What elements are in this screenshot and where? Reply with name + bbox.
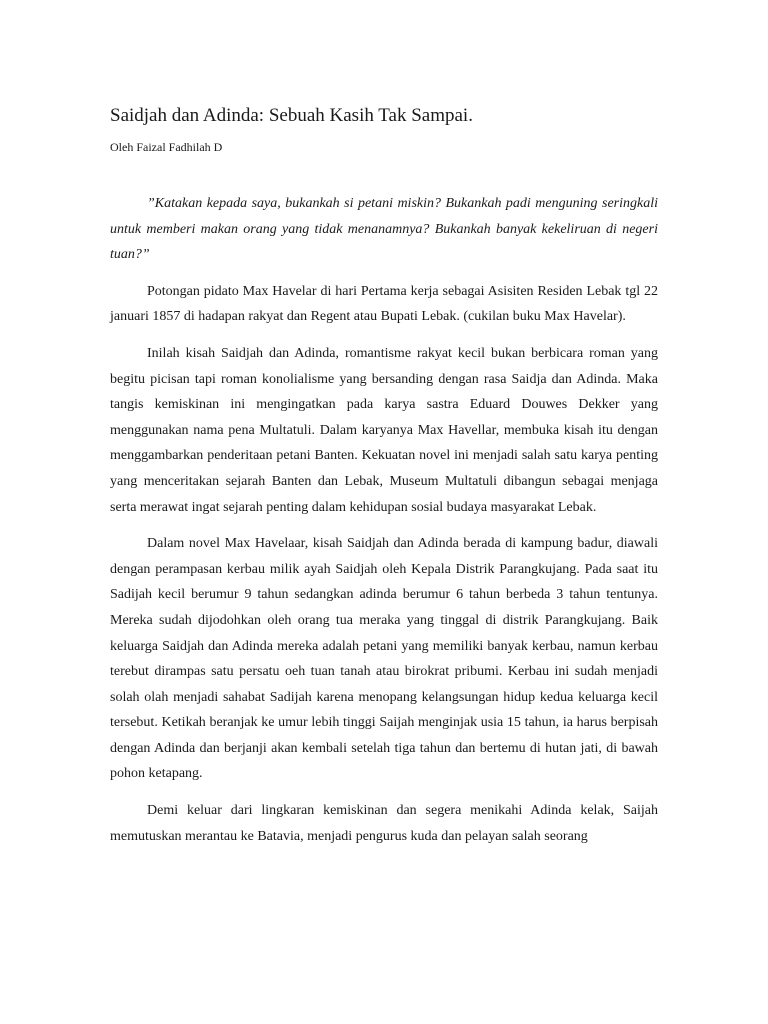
body-paragraph: Potongan pidato Max Havelar di hari Pertama kerja sebagai Asisiten Residen Lebak tgl 22 januari 1857 di hadapan rakyat dan Regent atau Bupati Lebak. (cukilan buku Max Havelar).	[110, 283, 658, 325]
body-paragraph: Dalam novel Max Havelaar, kisah Saidjah dan Adinda berada di kampung badur, diawali dengan perampasan kerbau milik ayah Saidjah oleh Kepala Distrik Parangkujang. Pada saat itu Sadijah kecil berumur 9 tahun sedangkan adinda berumur 6 tahun berbeda 3 tahun tentunya. Mereka sudah dijodohkan oleh orang tua meraka yang tinggal di distrik Parangkujang. Baik keluarga Saidjah dan Adinda mereka adalah petani yang memiliki banyak kerbau, namun kerbau terebut dirampas satu persatu oeh tuan tanah atau birokrat pribumi. Kerbau ini sudah menjadi solah olah menjadi sahabat Sadijah karena menopang kelangsungan hidup kedua keluarga kecil tersebut. Ketikah beranjak ke umur lebih tinggi Saijah menginjak usia 15 tahun, ia harus berpisah dengan Adinda dan berjanji akan kembali setelah tiga tahun dan bertemu di hutan jati, di bawah pohon ketapang.	[110, 536, 658, 782]
document-author: Oleh Faizal Fadhilah D	[110, 140, 223, 154]
document-title: Saidjah dan Adinda: Sebuah Kasih Tak Sampai.	[110, 105, 473, 126]
body-paragraph: Inilah kisah Saidjah dan Adinda, romantisme rakyat kecil bukan berbicara roman yang begitu picisan tapi roman konolialisme yang bersanding dengan rasa Saidja dan Adinda. Maka tangis kemiskinan ini mengingatkan pada karya sastra Eduard Douwes Dekker yang menggunakan nama pena Multatuli. Dalam karyanya Max Havellar, membuka kisah itu dengan menggambarkan penderitaan petani Banten. Kekuatan novel ini menjadi salah satu karya penting yang menceritakan sejarah Banten dan Lebak, Museum Multatuli dibangun sebagai menjaga serta merawat ingat sejarah penting dalam kehidupan sosial budaya masyarakat Lebak.	[110, 345, 658, 515]
body-paragraph: Demi keluar dari lingkaran kemiskinan dan segera menikahi Adinda kelak, Saijah memutuskan merantau ke Batavia, menjadi pengurus kuda dan pelayan salah seorang	[110, 803, 658, 844]
document-body	[110, 191, 658, 849]
opening-quote-paragraph: ”Katakan kepada saya, bukankah si petani miskin? Bukankah padi menguning seringkali untuk memberi makan orang yang tidak menanamnya? Bukankah banyak kekeliruan di negeri tuan?”	[110, 196, 658, 263]
